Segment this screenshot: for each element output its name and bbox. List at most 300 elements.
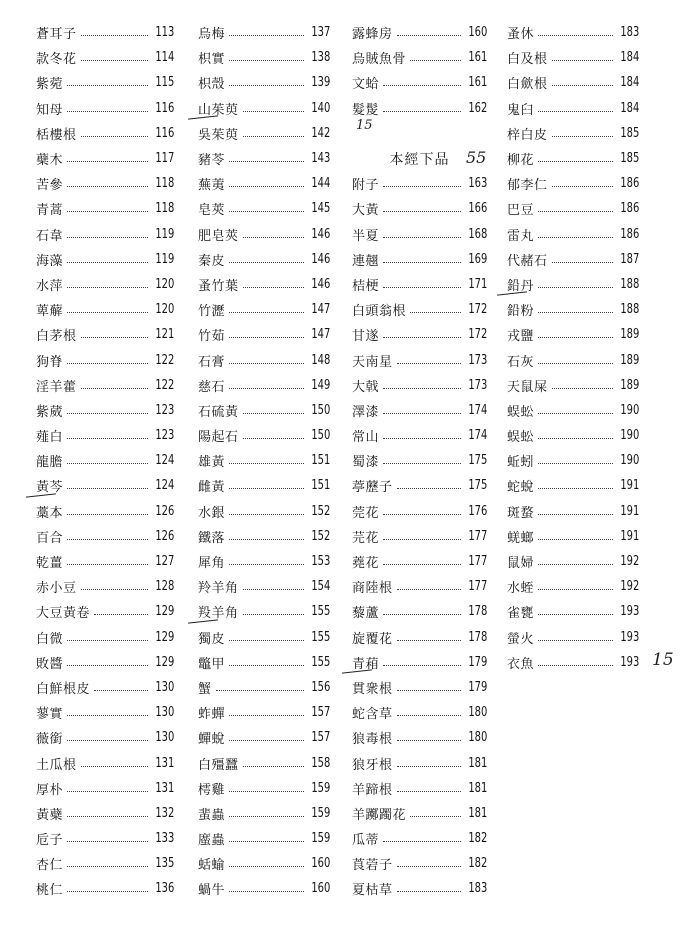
entry-name: 龍膽 — [36, 455, 64, 471]
index-entry — [352, 549, 487, 574]
entry-page-number: 161 — [468, 50, 487, 66]
entry-page-number: 129 — [155, 604, 174, 620]
entry-page-number: 159 — [311, 780, 330, 796]
entry-page-number: 130 — [155, 679, 174, 695]
entry-name: 大豆黃卷 — [36, 606, 91, 622]
dot-leader — [538, 35, 613, 36]
dot-leader — [67, 841, 148, 842]
dot-leader — [229, 388, 304, 389]
index-entry — [352, 524, 487, 549]
entry-name: 葶藶子 — [352, 480, 393, 496]
entry-name: 青蒿 — [36, 203, 64, 219]
entry-page-number: 160 — [311, 856, 330, 872]
index-entry — [198, 272, 330, 297]
entry-page-number: 123 — [155, 402, 174, 418]
dot-leader — [67, 413, 148, 414]
entry-page-number: 124 — [155, 478, 174, 494]
index-entry — [507, 222, 639, 247]
entry-name: 鼠婦 — [507, 556, 535, 572]
entry-page-number: 122 — [155, 352, 174, 368]
dot-leader — [538, 287, 613, 288]
entry-page-number: 152 — [311, 503, 330, 519]
entry-page-number: 190 — [620, 453, 639, 469]
entry-name: 石韋 — [36, 228, 64, 244]
entry-page-number: 177 — [468, 579, 487, 595]
entry-name: 竹茹 — [198, 329, 226, 345]
dot-leader — [397, 690, 461, 691]
index-entry — [36, 121, 174, 146]
entry-name: 狼毒根 — [352, 732, 393, 748]
entry-name: 薤白 — [36, 430, 64, 446]
index-entry — [507, 20, 639, 45]
entry-name: 羊蹄根 — [352, 782, 393, 798]
dot-leader — [383, 514, 461, 515]
dot-leader — [383, 337, 461, 338]
entry-name: 澤漆 — [352, 404, 380, 420]
dot-leader — [410, 60, 461, 61]
section-lower-entries — [352, 171, 487, 901]
index-entry — [36, 196, 174, 221]
index-entry — [198, 146, 330, 171]
index-entry — [507, 297, 639, 322]
index-entry — [507, 146, 639, 171]
entry-name: 肥皂莢 — [198, 228, 239, 244]
entry-name: 白及根 — [507, 52, 548, 68]
index-entry — [507, 171, 639, 196]
dot-leader — [243, 614, 304, 615]
entry-page-number: 186 — [620, 201, 639, 217]
entry-name: 蝸牛 — [198, 883, 226, 899]
index-entry — [198, 423, 330, 448]
entry-name: 蛇含草 — [352, 707, 393, 723]
entry-name: 巴豆 — [507, 203, 535, 219]
index-entry — [36, 347, 174, 372]
entry-name: 蟬蛻 — [198, 732, 226, 748]
index-entry — [352, 196, 487, 221]
dot-leader — [229, 262, 304, 263]
entry-name: 莞花 — [352, 505, 380, 521]
index-entry — [36, 750, 174, 775]
entry-page-number: 186 — [620, 176, 639, 192]
entry-page-number: 185 — [620, 151, 639, 167]
dot-leader — [67, 262, 148, 263]
entry-name: 蚱蟬 — [198, 707, 226, 723]
entry-name: 枳殼 — [198, 77, 226, 93]
index-entry — [507, 347, 639, 372]
entry-name: 竹瀝 — [198, 304, 226, 320]
dot-leader — [243, 766, 304, 767]
entry-name: 山茱萸 — [198, 102, 239, 118]
entry-page-number: 182 — [468, 856, 487, 872]
entry-page-number: 159 — [311, 805, 330, 821]
dot-leader — [538, 161, 613, 162]
entry-page-number: 155 — [311, 604, 330, 620]
index-entry — [36, 20, 174, 45]
index-entry — [507, 247, 639, 272]
entry-name: 連翹 — [352, 253, 380, 269]
index-entry — [198, 96, 330, 121]
entry-name: 蜈蚣 — [507, 404, 535, 420]
dot-leader — [67, 211, 148, 212]
entry-page-number: 153 — [311, 554, 330, 570]
entry-name: 蚤休 — [507, 27, 535, 43]
dot-leader — [67, 287, 148, 288]
dot-leader — [81, 766, 148, 767]
entry-name: 桔梗 — [352, 278, 380, 294]
index-entry — [198, 700, 330, 725]
dot-leader — [552, 262, 613, 263]
dot-leader — [229, 60, 304, 61]
entry-page-number: 126 — [155, 528, 174, 544]
index-entry — [198, 196, 330, 221]
dot-leader — [538, 438, 613, 439]
index-entry — [352, 499, 487, 524]
entry-name: 䗪蟲 — [198, 833, 226, 849]
entry-page-number: 146 — [311, 276, 330, 292]
entry-name: 大黃 — [352, 203, 380, 219]
entry-page-number: 189 — [620, 352, 639, 368]
entry-name: 白鮮根皮 — [36, 681, 91, 697]
dot-leader — [410, 816, 461, 817]
entry-page-number: 120 — [155, 302, 174, 318]
entry-name: 鉛丹 — [507, 278, 535, 294]
entry-name: 蘗木 — [36, 153, 64, 169]
entry-name: 羊躑躅花 — [352, 807, 407, 823]
entry-name: 髮髲 — [352, 102, 380, 118]
dot-leader — [229, 85, 304, 86]
entry-page-number: 152 — [311, 528, 330, 544]
index-entry — [198, 650, 330, 675]
dot-leader — [81, 388, 148, 389]
index-entry — [198, 750, 330, 775]
dot-leader — [67, 186, 148, 187]
dot-leader — [538, 111, 613, 112]
index-entry — [352, 448, 487, 473]
dot-leader — [229, 816, 304, 817]
entry-name: 大戟 — [352, 379, 380, 395]
entry-page-number: 169 — [468, 251, 487, 267]
entry-name: 露蜂房 — [352, 27, 393, 43]
dot-leader — [67, 740, 148, 741]
entry-name: 蚤竹葉 — [198, 278, 239, 294]
dot-leader — [67, 463, 148, 464]
index-entry — [352, 222, 487, 247]
entry-page-number: 182 — [468, 831, 487, 847]
index-entry — [352, 398, 487, 423]
dot-leader — [67, 161, 148, 162]
entry-name: 烏梅 — [198, 27, 226, 43]
entry-name: 海藻 — [36, 253, 64, 269]
entry-page-number: 142 — [311, 125, 330, 141]
entry-name: 文蛤 — [352, 77, 380, 93]
dot-leader — [383, 539, 461, 540]
entry-page-number: 155 — [311, 629, 330, 645]
dot-leader — [81, 136, 148, 137]
entry-page-number: 151 — [311, 453, 330, 469]
entry-page-number: 135 — [155, 856, 174, 872]
index-entry — [198, 347, 330, 372]
dot-leader — [397, 891, 461, 892]
entry-page-number: 180 — [468, 730, 487, 746]
entry-name: 鬼臼 — [507, 102, 535, 118]
entry-page-number: 129 — [155, 654, 174, 670]
dot-leader — [229, 539, 304, 540]
entry-name: 商陸根 — [352, 581, 393, 597]
entry-name: 斑蝥 — [507, 505, 535, 521]
index-entry — [352, 776, 487, 801]
entry-name: 蕪荑 — [198, 178, 226, 194]
index-entry — [198, 398, 330, 423]
entry-page-number: 151 — [311, 478, 330, 494]
index-entry — [507, 96, 639, 121]
dot-leader — [552, 60, 613, 61]
entry-name: 瓜蒂 — [352, 833, 380, 849]
dot-leader — [229, 488, 304, 489]
entry-page-number: 191 — [620, 478, 639, 494]
dot-leader — [67, 891, 148, 892]
dot-leader — [397, 740, 461, 741]
entry-page-number: 116 — [155, 125, 174, 141]
index-entry — [507, 322, 639, 347]
entry-name: 郁李仁 — [507, 178, 548, 194]
index-entry — [198, 776, 330, 801]
dot-leader — [67, 539, 148, 540]
entry-name: 蒼耳子 — [36, 27, 77, 43]
dot-leader — [229, 337, 304, 338]
entry-page-number: 131 — [155, 755, 174, 771]
index-entry — [36, 423, 174, 448]
dot-leader — [538, 514, 613, 515]
entry-name: 蓼實 — [36, 707, 64, 723]
entry-name: 百合 — [36, 530, 64, 546]
index-entry — [36, 272, 174, 297]
entry-name: 石硫黃 — [198, 404, 239, 420]
dot-leader — [229, 640, 304, 641]
entry-page-number: 161 — [468, 75, 487, 91]
index-entry — [507, 549, 639, 574]
index-entry — [352, 599, 487, 624]
index-entry — [352, 20, 487, 45]
dot-leader — [67, 791, 148, 792]
entry-name: 蜈蚣 — [507, 430, 535, 446]
entry-name: 蜣螂 — [507, 530, 535, 546]
entry-name: 半夏 — [352, 228, 380, 244]
entry-name: 戎鹽 — [507, 329, 535, 345]
index-entry — [507, 473, 639, 498]
entry-name: 蟹 — [198, 681, 212, 697]
dot-leader — [538, 539, 613, 540]
dot-leader — [383, 841, 461, 842]
entry-name: 水蛭 — [507, 581, 535, 597]
entry-name: 白茅根 — [36, 329, 77, 345]
entry-page-number: 158 — [311, 755, 330, 771]
dot-leader — [383, 287, 461, 288]
index-entry — [198, 574, 330, 599]
dot-leader — [81, 337, 148, 338]
entry-page-number: 126 — [155, 503, 174, 519]
index-column-1 — [36, 20, 174, 902]
entry-page-number: 177 — [468, 528, 487, 544]
entry-page-number: 130 — [155, 730, 174, 746]
dot-leader — [229, 514, 304, 515]
section-heading-lower-grade: 本經下品 — [389, 151, 450, 168]
entry-name: 蜚蟲 — [198, 807, 226, 823]
index-entry — [352, 574, 487, 599]
dot-leader — [383, 438, 461, 439]
entry-name: 萆薢 — [36, 304, 64, 320]
entry-page-number: 178 — [468, 604, 487, 620]
entry-name: 常山 — [352, 430, 380, 446]
entry-page-number: 184 — [620, 50, 639, 66]
dot-leader — [383, 211, 461, 212]
index-entry — [198, 171, 330, 196]
entry-page-number: 132 — [155, 805, 174, 821]
handwritten-note-15-col3: 15 — [356, 118, 373, 133]
index-entry — [507, 398, 639, 423]
dot-leader — [67, 85, 148, 86]
index-entry — [352, 675, 487, 700]
index-column-4 — [507, 20, 639, 675]
dot-leader — [243, 589, 304, 590]
dot-leader — [94, 614, 148, 615]
entry-name: 石灰 — [507, 354, 535, 370]
entry-page-number: 160 — [311, 881, 330, 897]
entry-page-number: 181 — [468, 805, 487, 821]
entry-page-number: 175 — [468, 478, 487, 494]
index-entry — [507, 121, 639, 146]
dot-leader — [67, 816, 148, 817]
entry-name: 貫衆根 — [352, 681, 393, 697]
entry-page-number: 144 — [311, 176, 330, 192]
index-entry — [507, 70, 639, 95]
entry-name: 白微 — [36, 631, 64, 647]
entry-page-number: 130 — [155, 705, 174, 721]
entry-page-number: 180 — [468, 705, 487, 721]
index-entry — [36, 473, 174, 498]
entry-name: 蛞蝓 — [198, 858, 226, 874]
entry-name: 代赭石 — [507, 253, 548, 269]
entry-page-number: 171 — [468, 276, 487, 292]
entry-page-number: 154 — [311, 579, 330, 595]
dot-leader — [229, 463, 304, 464]
dot-leader — [538, 463, 613, 464]
entry-name: 陽起石 — [198, 430, 239, 446]
dot-leader — [538, 640, 613, 641]
index-entry — [36, 297, 174, 322]
entry-name: 樗雞 — [198, 782, 226, 798]
entry-name: 螢火 — [507, 631, 535, 647]
index-entry — [352, 322, 487, 347]
index-entry — [507, 650, 639, 675]
entry-name: 桃仁 — [36, 883, 64, 899]
entry-page-number: 183 — [468, 881, 487, 897]
index-entry — [36, 650, 174, 675]
entry-name: 紫菀 — [36, 77, 64, 93]
entry-page-number: 157 — [311, 705, 330, 721]
entry-name: 水銀 — [198, 505, 226, 521]
dot-leader — [243, 111, 304, 112]
dot-leader — [243, 287, 304, 288]
dot-leader — [229, 791, 304, 792]
entry-name: 赤小豆 — [36, 581, 77, 597]
index-entry — [198, 297, 330, 322]
entry-page-number: 116 — [155, 100, 174, 116]
dot-leader — [94, 690, 148, 691]
dot-leader — [538, 488, 613, 489]
index-entry — [36, 96, 174, 121]
index-entry — [36, 171, 174, 196]
index-entry — [507, 574, 639, 599]
index-entry — [198, 876, 330, 901]
entry-page-number: 191 — [620, 503, 639, 519]
dot-leader — [229, 312, 304, 313]
entry-page-number: 163 — [468, 176, 487, 192]
dot-leader — [81, 35, 148, 36]
index-entry — [36, 373, 174, 398]
index-entry — [36, 448, 174, 473]
index-entry — [352, 171, 487, 196]
entry-page-number: 118 — [155, 176, 174, 192]
dot-leader — [383, 564, 461, 565]
dot-leader — [538, 237, 613, 238]
entry-name: 厚朴 — [36, 782, 64, 798]
entry-page-number: 117 — [155, 151, 174, 167]
entry-page-number: 162 — [468, 100, 487, 116]
entry-name: 莨菪子 — [352, 858, 393, 874]
entry-page-number: 160 — [468, 25, 487, 41]
dot-leader — [397, 791, 461, 792]
index-entry — [198, 121, 330, 146]
entry-page-number: 177 — [468, 554, 487, 570]
index-entry — [352, 625, 487, 650]
entry-page-number: 114 — [155, 50, 174, 66]
dot-leader — [229, 161, 304, 162]
dot-leader — [538, 665, 613, 666]
dot-leader — [229, 665, 304, 666]
index-entry — [36, 146, 174, 171]
index-entry — [507, 599, 639, 624]
entry-name: 皂莢 — [198, 203, 226, 219]
index-entry — [198, 373, 330, 398]
dot-leader — [67, 665, 148, 666]
index-entry — [507, 423, 639, 448]
index-entry — [198, 70, 330, 95]
index-entry — [352, 851, 487, 876]
index-entry — [36, 524, 174, 549]
entry-page-number: 188 — [620, 276, 639, 292]
dot-leader — [410, 312, 461, 313]
index-entry — [198, 448, 330, 473]
dot-leader — [538, 211, 613, 212]
entry-page-number: 168 — [468, 226, 487, 242]
entry-name: 款冬花 — [36, 52, 77, 68]
index-entry — [36, 45, 174, 70]
index-entry — [198, 45, 330, 70]
entry-name: 白殭蠶 — [198, 757, 239, 773]
index-entry — [352, 70, 487, 95]
index-entry — [352, 45, 487, 70]
entry-page-number: 129 — [155, 629, 174, 645]
dot-leader — [243, 413, 304, 414]
entry-page-number: 175 — [468, 453, 487, 469]
entry-name: 青葙 — [352, 656, 380, 672]
entry-name: 知母 — [36, 102, 64, 118]
entry-page-number: 173 — [468, 352, 487, 368]
entry-name: 秦皮 — [198, 253, 226, 269]
dot-leader — [67, 312, 148, 313]
dot-leader — [67, 438, 148, 439]
index-entry — [198, 625, 330, 650]
